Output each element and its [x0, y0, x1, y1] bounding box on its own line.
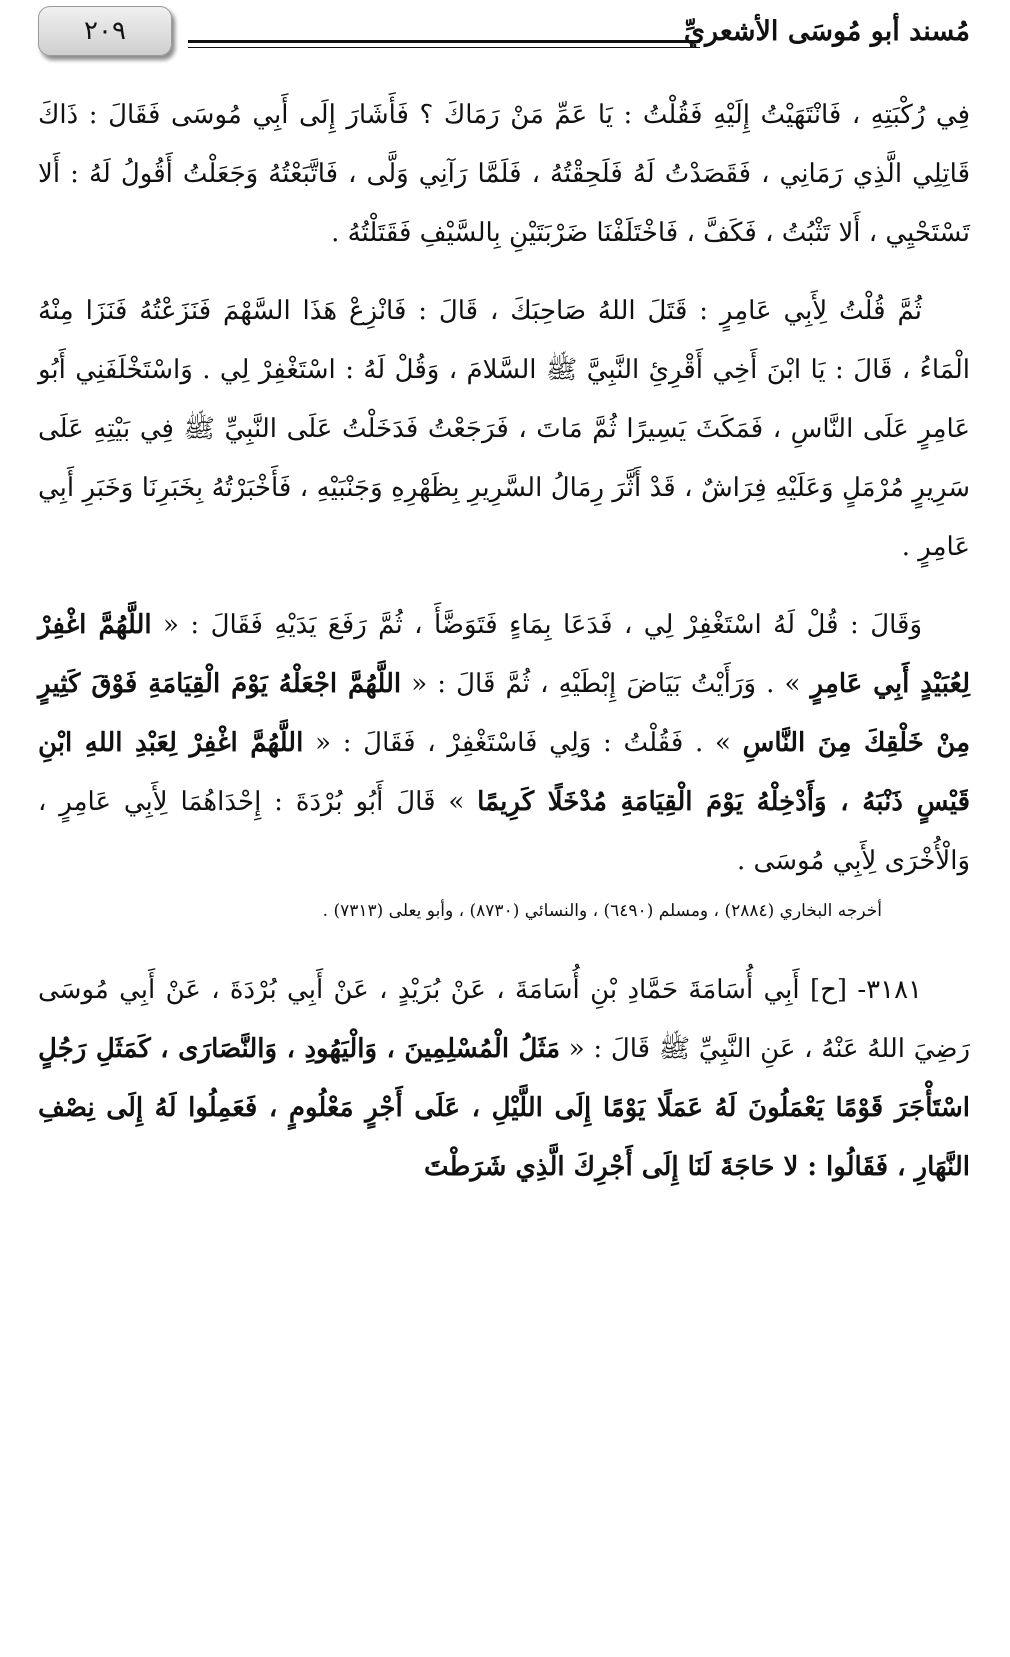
- paragraph-1: فِي رُكْبَتِهِ ، فَانْتَهَيْتُ إِلَيْهِ فَقُلْتُ : يَا عَمِّ مَنْ رَمَاكَ ؟ فَأَشَارَ إِلَى أَبِي مُوسَى فَقَالَ : ذَاكَ قَاتِلِي الَّذِي رَمَانِي ، فَقَصَدْتُ لَهُ فَلَحِقْتُهُ ، فَلَمَّا رَآنِي وَلَّى ، فَاتَّبَعْتُهُ وَجَعَلْتُ أَقُولُ لَهُ : أَلا تَسْتَحْيِي ، أَلا تَثْبُتُ ، فَكَفَّ ، فَاخْتَلَفْنَا ضَرْبَتَيْنِ بِالسَّيْفِ فَقَتَلْتُهُ .: [38, 100, 970, 248]
- paragraph-3-end: » قَالَ أَبُو بُرْدَةَ : إِحْدَاهُمَا لِأَبِي عَامِرٍ ، وَالْأُخْرَى لِأَبِي مُوسَى .: [38, 787, 970, 876]
- running-title: مُسند أبو مُوسَى الأشعريِّ: [683, 16, 970, 47]
- page-body: [38, 86, 970, 1197]
- paragraph-3-mid-1: » . وَرَأَيْتُ بَيَاضَ إِبْطَيْهِ ، ثُمَّ قَالَ : «: [411, 669, 801, 699]
- page-number: ٢٠٩: [38, 6, 172, 56]
- paragraph-3: [38, 596, 970, 891]
- header-rule-thin: [188, 47, 700, 48]
- dua-day-of-judgment: اللَّهُمَّ اجْعَلْهُ يَوْمَ الْقِيَامَةِ فَوْقَ كَثِيرٍ مِنْ خَلْقِكَ مِنَ النَّاسِ: [38, 669, 971, 758]
- hadith-3181-text: [38, 961, 970, 1197]
- dua-abdullah-ibn-qays: اللَّهُمَّ اغْفِرْ لِعَبْدِ اللهِ ابْنِ قَيْسٍ ذَنْبَهُ ، وَأَدْخِلْهُ يَوْمَ الْقِيَامَةِ مُدْخَلًا كَرِيمًا: [38, 728, 970, 817]
- hadith-3181: [38, 961, 970, 1197]
- paragraph-3-mid-2: » . فَقُلْتُ : وَلِي فَاسْتَغْفِرْ ، فَقَالَ : «: [315, 728, 731, 758]
- book-page: [38, 0, 970, 1657]
- header-rule: [188, 40, 700, 43]
- hadith-3181-isnad: ٣١٨١- [ح] أَبِي أُسَامَةَ حَمَّادِ بْنِ أُسَامَةَ ، عَنْ بُرَيْدٍ ، عَنْ أَبِي بُرْدَةَ ، عَنْ أَبِي مُوسَى رَضِيَ اللهُ عَنْهُ ، عَنِ النَّبِيِّ ﷺ قَالَ : «: [38, 975, 970, 1064]
- paragraph-2: ثُمَّ قُلْتُ لِأَبِي عَامِرٍ : قَتَلَ اللهُ صَاحِبَكَ ، قَالَ : فَانْزِعْ هَذَا السَّهْمَ فَنَزَعْتُهُ فَنَزَا مِنْهُ الْمَاءُ ، قَالَ : يَا ابْنَ أَخِي أَقْرِئِ النَّبِيَّ ﷺ السَّلامَ ، وَقُلْ لَهُ : اسْتَغْفِرْ لِي . وَاسْتَخْلَفَنِي أَبُو عَامِرٍ عَلَى النَّاسِ ، فَمَكَثَ يَسِيرًا ثُمَّ مَاتَ ، فَرَجَعْتُ فَدَخَلْتُ عَلَى النَّبِيِّ ﷺ فِي بَيْتِهِ عَلَى سَرِيرٍ مُرْمَلٍ وَعَلَيْهِ فِرَاشٌ ، قَدْ أَثَّرَ رِمَالُ السَّرِيرِ بِظَهْرِهِ وَجَنْبَيْهِ ، فَأَخْبَرْتُهُ بِخَبَرِنَا وَخَبَرِ أَبِي عَامِرٍ .: [38, 296, 970, 562]
- hadith-3181-matn: مَثَلُ الْمُسْلِمِينَ ، وَالْيَهُودِ ، وَالنَّصَارَى ، كَمَثَلِ رَجُلٍ اسْتَأْجَرَ قَوْمًا يَعْمَلُونَ لَهُ عَمَلًا يَوْمًا إِلَى اللَّيْلِ ، عَلَى أَجْرٍ مَعْلُومٍ ، فَعَمِلُوا لَهُ إِلَى نِصْفِ النَّهَارِ ، فَقَالُوا : لا حَاجَةَ لَنَا إِلَى أَجْرِكَ الَّذِي شَرَطْتَ: [38, 1034, 970, 1182]
- dua-abu-amir: اللَّهُمَّ اغْفِرْ لِعُبَيْدٍ أَبِي عَامِرٍ: [38, 610, 970, 699]
- takhrij-footnote: أخرجه البخاري (٢٨٨٤) ، ومسلم (٦٤٩٠) ، والنسائي (٨٧٣٠) ، وأبو يعلى (٧٣١٣) .: [322, 901, 882, 921]
- page-header: [38, 6, 970, 66]
- paragraph-3-intro: وَقَالَ : قُلْ لَهُ اسْتَغْفِرْ لِي ، فَدَعَا بِمَاءٍ فَتَوَضَّأَ ، ثُمَّ رَفَعَ يَدَيْهِ فَقَالَ : «: [163, 610, 922, 640]
